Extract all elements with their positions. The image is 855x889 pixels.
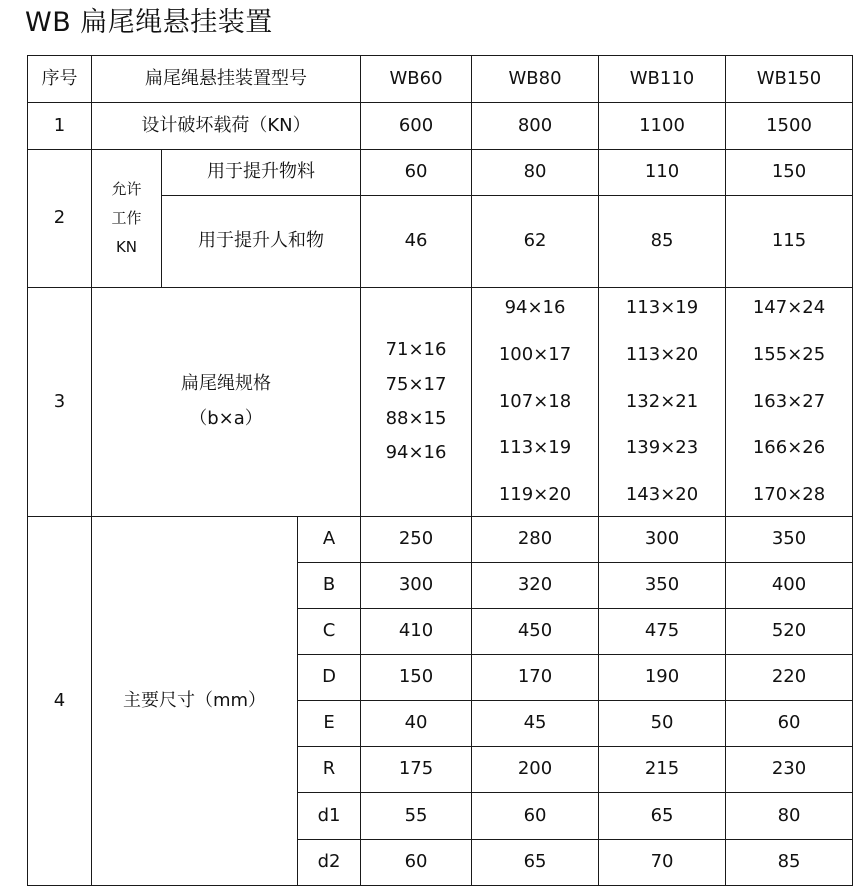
dim-value: 220 (726, 655, 853, 701)
dim-value: 175 (361, 747, 472, 793)
row3-label: 扁尾绳规格 (181, 373, 271, 395)
row2-group-line: KN (115, 238, 138, 257)
dim-key: C (298, 609, 361, 655)
row2-group-line: 工作 (111, 208, 142, 227)
dim-value: 230 (726, 747, 853, 793)
dim-value: 350 (726, 517, 853, 563)
dim-value: 250 (361, 517, 472, 563)
dim-value: 40 (361, 701, 472, 747)
table-row (28, 288, 853, 517)
spec-value: 119×20 (498, 484, 572, 506)
row2-no: 2 (28, 150, 92, 288)
row4-no: 4 (28, 517, 92, 886)
spec-value: 100×17 (498, 343, 572, 365)
spec-value: 94×16 (385, 441, 447, 463)
row1-value: 1500 (726, 103, 853, 150)
dim-value: 85 (726, 840, 853, 886)
dim-value: 70 (599, 840, 726, 886)
row1-no: 1 (28, 103, 92, 150)
dim-key: A (298, 517, 361, 563)
row2a-label: 用于提升物料 (162, 150, 361, 196)
dim-value: 190 (599, 655, 726, 701)
header-model-4: WB150 (726, 56, 853, 103)
header-model: 扁尾绳悬挂装置型号 (92, 56, 361, 103)
spec-value: 132×21 (625, 390, 699, 412)
dim-value: 300 (361, 563, 472, 609)
spec-value: 147×24 (752, 297, 826, 318)
header-row (28, 56, 853, 103)
row1-value: 600 (361, 103, 472, 150)
spec-table (27, 55, 853, 886)
spec-value: 143×20 (625, 484, 699, 506)
header-model-3: WB110 (599, 56, 726, 103)
row3-label-cell (92, 288, 361, 517)
spec-value: 113×20 (625, 343, 699, 365)
dim-value: 450 (472, 609, 599, 655)
dim-value: 60 (361, 840, 472, 886)
spec-value: 107×18 (498, 390, 572, 412)
spec-value: 113×19 (625, 297, 699, 318)
row2b-value: 46 (361, 196, 472, 288)
spec-value: 113×19 (498, 437, 572, 459)
dim-value: 60 (472, 793, 599, 840)
spec-value: 139×23 (625, 437, 699, 459)
row2a-value: 110 (599, 150, 726, 196)
header-model-1: WB60 (361, 56, 472, 103)
row2b-value: 62 (472, 196, 599, 288)
dim-value: 320 (472, 563, 599, 609)
table-row (28, 517, 853, 563)
row3-label-unit: （b×a） (189, 408, 263, 429)
row2b-value: 85 (599, 196, 726, 288)
dim-value: 350 (599, 563, 726, 609)
table-row (28, 150, 853, 196)
dim-value: 410 (361, 609, 472, 655)
dim-value: 55 (361, 793, 472, 840)
row1-label: 设计破坏载荷（KN） (92, 103, 361, 150)
row2a-value: 80 (472, 150, 599, 196)
dim-value: 280 (472, 517, 599, 563)
spec-value: 94×16 (504, 297, 566, 318)
row2b-label: 用于提升人和物 (162, 196, 361, 288)
dim-key: d2 (298, 840, 361, 886)
dim-key: E (298, 701, 361, 747)
row1-value: 800 (472, 103, 599, 150)
dim-value: 200 (472, 747, 599, 793)
table-row (28, 103, 853, 150)
row2-group-line: 允许 (111, 179, 142, 198)
dim-value: 80 (726, 793, 853, 840)
header-model-2: WB80 (472, 56, 599, 103)
row3-spec-cell (361, 288, 472, 517)
spec-value: 163×27 (752, 390, 826, 412)
dim-key: R (298, 747, 361, 793)
row4-label: 主要尺寸（mm） (92, 517, 298, 886)
dim-value: 215 (599, 747, 726, 793)
dim-value: 400 (726, 563, 853, 609)
spec-value: 75×17 (385, 373, 447, 395)
row2-group (92, 150, 162, 288)
dim-value: 170 (472, 655, 599, 701)
dim-key: B (298, 563, 361, 609)
dim-value: 50 (599, 701, 726, 747)
dim-value: 300 (599, 517, 726, 563)
header-no: 序号 (28, 56, 92, 103)
spec-value: 71×16 (385, 339, 447, 361)
row1-value: 1100 (599, 103, 726, 150)
spec-value: 166×26 (752, 437, 826, 459)
row3-spec-cell (599, 288, 726, 517)
spec-value: 170×28 (752, 484, 826, 506)
row3-no: 3 (28, 288, 92, 517)
spec-value: 155×25 (752, 343, 826, 365)
dim-value: 60 (726, 701, 853, 747)
dim-value: 45 (472, 701, 599, 747)
dim-key: D (298, 655, 361, 701)
row2b-value: 115 (726, 196, 853, 288)
dim-value: 65 (599, 793, 726, 840)
row3-spec-cell (472, 288, 599, 517)
dim-value: 150 (361, 655, 472, 701)
row2a-value: 60 (361, 150, 472, 196)
page-title: WB 扁尾绳悬挂装置 (25, 7, 273, 38)
dim-value: 65 (472, 840, 599, 886)
dim-key: d1 (298, 793, 361, 840)
spec-value: 88×15 (385, 407, 447, 429)
row3-spec-cell (726, 288, 853, 517)
row2a-value: 150 (726, 150, 853, 196)
dim-value: 520 (726, 609, 853, 655)
dim-value: 475 (599, 609, 726, 655)
